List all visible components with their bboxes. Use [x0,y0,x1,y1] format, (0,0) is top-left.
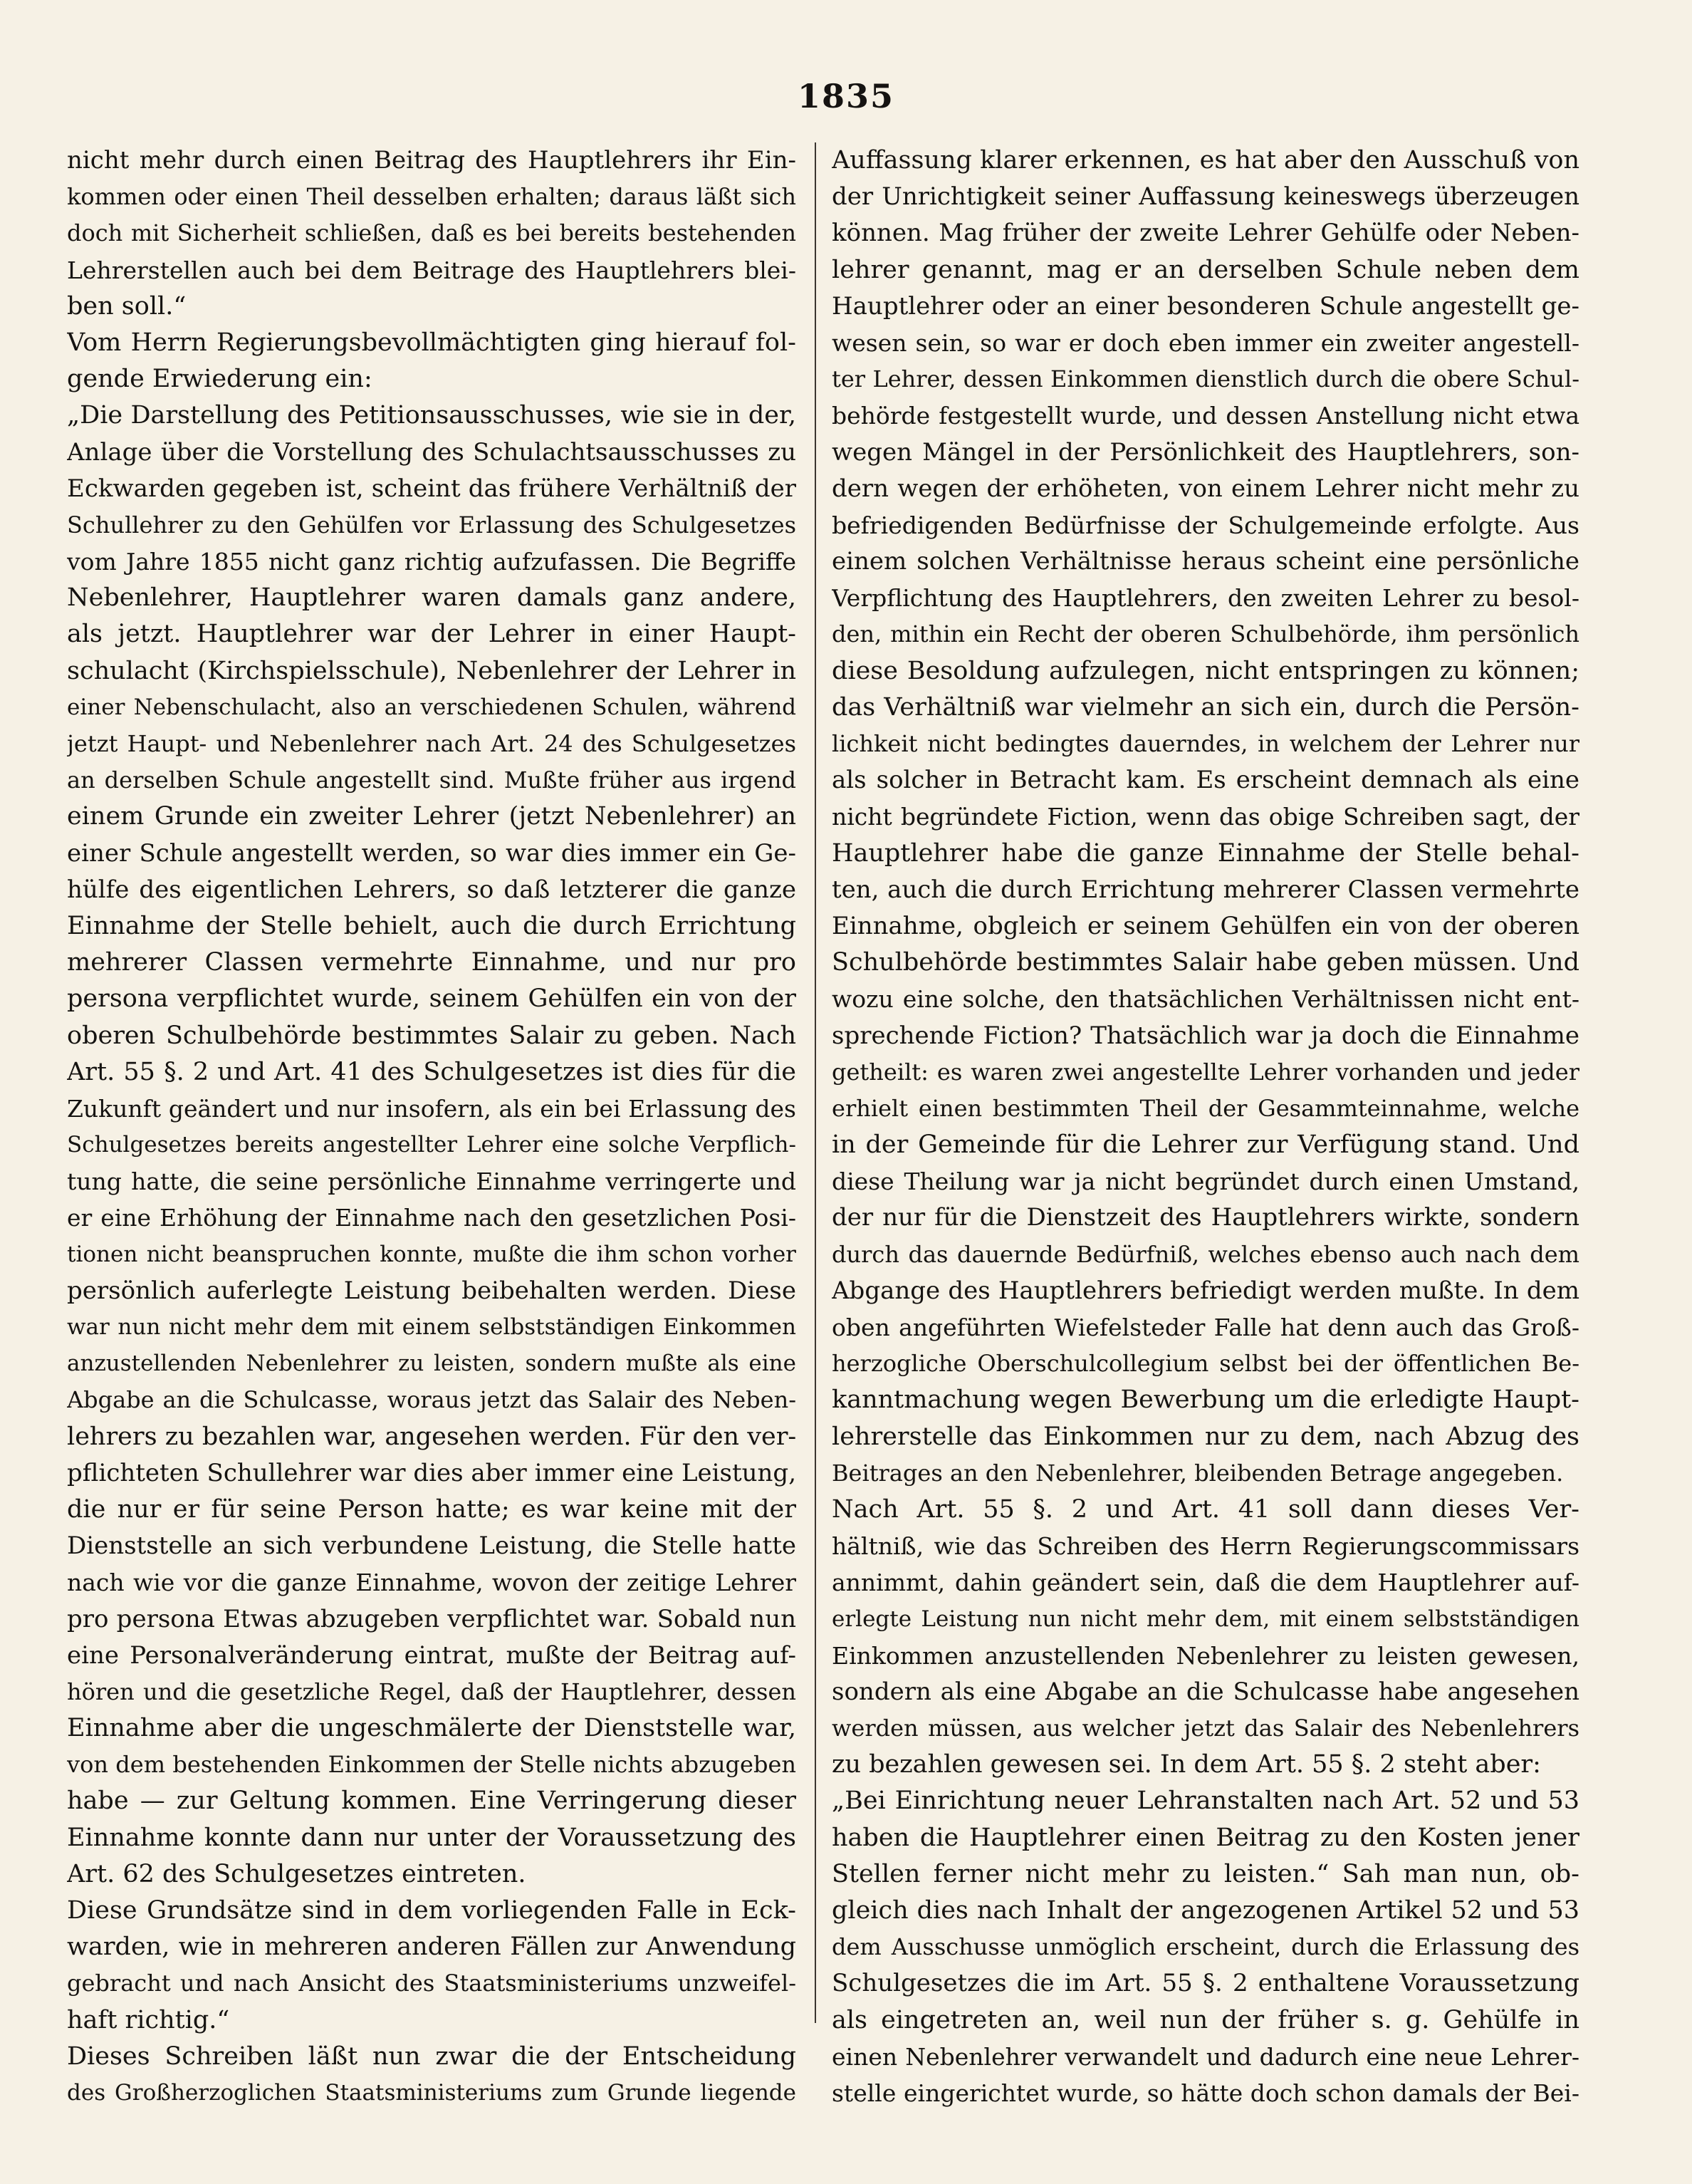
text-line: Schulgesetzes bereits angestellter Lehrer eine solche Verpflich- [67,1132,796,1158]
text-line: hülfe des eigentlichen Lehrers, so daß letzterer die ganze [67,875,796,904]
text-line: tung hatte, die seine persönliche Einnahme verringerte und [67,1168,796,1196]
text-line: wozu eine solche, den thatsächlichen Verhältnissen nicht ent- [832,985,1579,1014]
text-line: Einkommen anzustellenden Nebenlehrer zu leisten gewesen, [832,1641,1579,1670]
text-line: kanntmachung wegen Bewerbung um die erledigte Haupt- [832,1385,1579,1415]
text-line: der nur für die Dienstzeit des Hauptlehrers wirkte, sondern [832,1203,1579,1232]
text-line: sprechende Fiction? Thatsächlich war ja doch die Einnahme [832,1021,1579,1050]
text-line: erhielt einen bestimmten Theil der Gesammteinnahme, welche [832,1094,1579,1122]
text-line: als solcher in Betracht kam. Es erscheint demnach als eine [832,766,1579,795]
text-line: behörde festgestellt wurde, und dessen Anstellung nicht etwa [832,402,1579,430]
text-line: ter Lehrer, dessen Einkommen dienstlich durch die obere Schul- [832,365,1579,393]
left-column [67,142,796,2106]
text-line: Diese Grundsätze sind in dem vorliegenden Falle in Eck- [67,1896,796,1925]
text-line: erlegte Leistung nun nicht mehr dem, mit einem selbstständigen [832,1606,1579,1632]
text-line: von dem bestehenden Einkommen der Stelle nichts abzugeben [67,1751,796,1779]
text-line: Dieses Schreiben läßt nun zwar die der Entscheidung [67,2042,796,2071]
text-line: oben angeführten Wiefelsteder Falle hat denn auch das Groß- [832,1314,1579,1341]
text-line: einer Nebenschulacht, also an verschiedenen Schulen, während [67,694,796,720]
text-line: anzustellenden Nebenlehrer zu leisten, sondern mußte als eine [67,1351,796,1377]
text-line: warden, wie in mehreren anderen Fällen zur Anwendung [67,1933,796,1962]
text-line: vom Jahre 1855 nicht ganz richtig aufzufassen. Die Begriffe [67,548,796,576]
text-line: Vom Herrn Regierungsbevollmächtigten ging hierauf fol- [67,328,796,357]
text-line: dern wegen der erhöheten, von einem Lehrer nicht mehr zu [832,474,1579,503]
text-line: können. Mag früher der zweite Lehrer Gehülfe oder Neben- [832,219,1579,248]
text-line: hören und die gesetzliche Regel, daß der Hauptlehrer, dessen [67,1678,796,1705]
text-line: haft richtig.“ [67,2005,230,2034]
text-line: werden müssen, aus welcher jetzt das Salair des Nebenlehrers [832,1715,1579,1742]
text-line: Hauptlehrer habe die ganze Einnahme der Stelle behal- [832,838,1579,868]
text-line: doch mit Sicherheit schließen, daß es bei bereits bestehenden [67,219,796,247]
text-line: ten, auch die durch Errichtung mehrerer Classen vermehrte [832,875,1579,904]
text-line: durch das dauernde Bedürfniß, welches ebenso auch nach dem [832,1240,1579,1268]
text-line: hältniß, wie das Schreiben des Herrn Regierungscommissars [832,1532,1579,1561]
text-line: Nebenlehrer, Hauptlehrer waren damals ganz andere, [67,583,796,613]
text-line: Art. 62 des Schulgesetzes eintreten. [67,1859,526,1888]
text-line: lehrerstelle das Einkommen nur zu dem, nach Abzug des [832,1422,1579,1451]
text-line: Schullehrer zu den Gehülfen vor Erlassung des Schulgesetzes [67,511,796,539]
text-line: Stellen ferner nicht mehr zu leisten.“ Sah man nun, ob- [832,1859,1579,1888]
text-line: stelle eingerichtet wurde, so hätte doch schon damals der Bei- [832,2079,1579,2107]
text-line: Dienststelle an sich verbundene Leistung, die Stelle hatte [67,1532,796,1561]
text-line: dem Ausschusse unmöglich erscheint, durch die Erlassung des [832,1933,1579,1961]
text-line: annimmt, dahin geändert sein, daß die dem Hauptlehrer auf- [832,1569,1579,1597]
text-line: Einnahme, obgleich er seinem Gehülfen ein von der oberen [832,911,1579,940]
text-line: Eckwarden gegeben ist, scheint das frühere Verhältniß der [67,474,796,503]
text-line: Einnahme konnte dann nur unter der Voraussetzung des [67,1823,796,1852]
text-line: des Großherzoglichen Staatsministeriums zum Grunde liegende [67,2079,796,2106]
text-line: nach wie vor die ganze Einnahme, wovon der zeitige Lehrer [67,1569,796,1597]
text-line: die nur er für seine Person hatte; es war keine mit der [67,1494,796,1524]
text-line: diese Theilung war ja nicht begründet durch einen Umstand, [832,1168,1579,1196]
text-line: mehrerer Classen vermehrte Einnahme, und nur pro [67,948,796,977]
text-line: war nun nicht mehr dem mit einem selbstständigen Einkommen [67,1314,796,1340]
text-line: nicht begründete Fiction, wenn das obige Schreiben sagt, der [832,803,1579,831]
text-line: einem solchen Verhältnisse heraus scheint eine persönliche [832,547,1579,576]
text-line: schulacht (Kirchspielsschule), Nebenlehrer der Lehrer in [67,656,796,685]
text-line: gende Erwiederung ein: [67,365,372,394]
text-line: an derselben Schule angestellt sind. Mußte früher aus irgend [67,766,796,794]
text-line: Schulbehörde bestimmtes Salair habe geben müssen. Und [832,948,1579,977]
text-line: einer Schule angestellt werden, so war dies immer ein Ge- [67,838,796,868]
text-line: eine Personalveränderung eintrat, mußte der Beitrag auf- [67,1640,796,1670]
text-line: Beitrages an den Nebenlehrer, bleibenden Betrage angegeben. [832,1459,1564,1487]
text-line: nicht mehr durch einen Beitrag des Hauptlehrers ihr Ein- [67,146,796,175]
text-line: Lehrerstellen auch bei dem Beitrage des Hauptlehrers blei- [67,256,796,284]
text-line: sondern als eine Abgabe an die Schulcasse habe angesehen [832,1677,1579,1706]
text-line: Zukunft geändert und nur insofern, als ein bei Erlassung des [67,1094,796,1123]
text-line: diese Besoldung aufzulegen, nicht entspringen zu können; [832,656,1579,685]
text-line: wegen Mängel in der Persönlichkeit des Hauptlehrers, son- [832,437,1579,467]
text-line: in der Gemeinde für die Lehrer zur Verfügung stand. Und [832,1130,1579,1160]
text-line: der Unrichtigkeit seiner Auffassung keineswegs überzeugen [832,182,1579,212]
text-line: lehrer genannt, mag er an derselben Schule neben dem [832,255,1579,284]
page-number: 1835 [797,77,895,115]
text-line: Einnahme der Stelle behielt, auch die durch Errichtung [67,911,796,940]
right-column [832,142,1579,2107]
text-line: herzogliche Oberschulcollegium selbst bei der öffentlichen Be- [832,1350,1579,1378]
text-line: Art. 55 §. 2 und Art. 41 des Schulgesetzes ist dies für die [67,1057,796,1086]
text-line: pro persona Etwas abzugeben verpflichtet war. Sobald nun [67,1604,796,1633]
text-line: Nach Art. 55 §. 2 und Art. 41 soll dann dieses Ver- [832,1494,1579,1524]
text-line: Schulgesetzes die im Art. 55 §. 2 enthaltene Voraussetzung [832,1969,1579,1998]
text-line: das Verhältniß war vielmehr an sich ein, durch die Persön- [832,692,1579,722]
text-line: gebracht und nach Ansicht des Staatsministeriums unzweifel- [67,1970,796,1997]
text-line: einem Grunde ein zweiter Lehrer (jetzt Nebenlehrer) an [67,802,796,831]
text-line: haben die Hauptlehrer einen Beitrag zu den Kosten jener [832,1823,1579,1852]
text-line: kommen oder einen Theil desselben erhalten; daraus läßt sich [67,183,796,211]
text-line: persönlich auferlegte Leistung beibehalten werden. Diese [67,1276,796,1305]
text-line: er eine Erhöhung der Einnahme nach den gesetzlichen Posi- [67,1204,796,1232]
text-line: Verpflichtung des Hauptlehrers, den zweiten Lehrer zu besol- [832,584,1579,613]
text-line: Auffassung klarer erkennen, es hat aber den Ausschuß von [832,146,1579,175]
text-line: Hauptlehrer oder an einer besonderen Schule angestellt ge- [832,291,1579,321]
text-line: Abgange des Hauptlehrers befriedigt werden mußte. In dem [832,1276,1579,1305]
text-line: wesen sein, so war er doch eben immer ein zweiter angestell- [832,328,1579,357]
text-line: Einnahme aber die ungeschmälerte der Dienststelle war, [67,1714,796,1743]
text-line: persona verpflichtet wurde, seinem Gehülfen ein von der [67,984,796,1014]
text-line: als jetzt. Hauptlehrer war der Lehrer in einer Haupt- [67,620,796,649]
text-line: einen Nebenlehrer verwandelt und dadurch eine neue Lehrer- [832,2042,1579,2071]
text-line: „Bei Einrichtung neuer Lehranstalten nach Art. 52 und 53 [832,1787,1579,1816]
text-line: gleich dies nach Inhalt der angezogenen Artikel 52 und 53 [832,1896,1579,1925]
text-line: oberen Schulbehörde bestimmtes Salair zu geben. Nach [67,1021,796,1050]
text-line: „Die Darstellung des Petitionsausschusses, wie sie in der, [67,401,796,430]
text-line: getheilt: es waren zwei angestellte Lehrer vorhanden und jeder [832,1058,1579,1086]
text-line: Abgabe an die Schulcasse, woraus jetzt das Salair des Neben- [67,1386,796,1414]
text-line: befriedigenden Bedürfnisse der Schulgemeinde erfolgte. Aus [832,511,1579,539]
text-line: ben soll.“ [67,291,187,321]
text-line: pflichteten Schullehrer war dies aber immer eine Leistung, [67,1458,796,1487]
text-line: lehrers zu bezahlen war, angesehen werden. Für den ver- [67,1422,796,1451]
text-line: Anlage über die Vorstellung des Schulachtsausschusses zu [67,437,796,467]
text-line: habe — zur Geltung kommen. Eine Verringerung dieser [67,1787,796,1816]
text-line: lichkeit nicht bedingtes dauerndes, in welchem der Lehrer nur [832,730,1579,757]
column-divider [815,142,816,2023]
text-line: zu bezahlen gewesen sei. In dem Art. 55 §. 2 steht aber: [832,1750,1541,1779]
text-line: den, mithin ein Recht der oberen Schulbehörde, ihm persönlich [832,620,1579,648]
text-line: tionen nicht beanspruchen konnte, mußte die ihm schon vorher [67,1241,796,1267]
text-line: jetzt Haupt- und Nebenlehrer nach Art. 24 des Schulgesetzes [67,730,796,757]
text-line: als eingetreten an, weil nun der früher s. g. Gehülfe in [832,2005,1579,2034]
